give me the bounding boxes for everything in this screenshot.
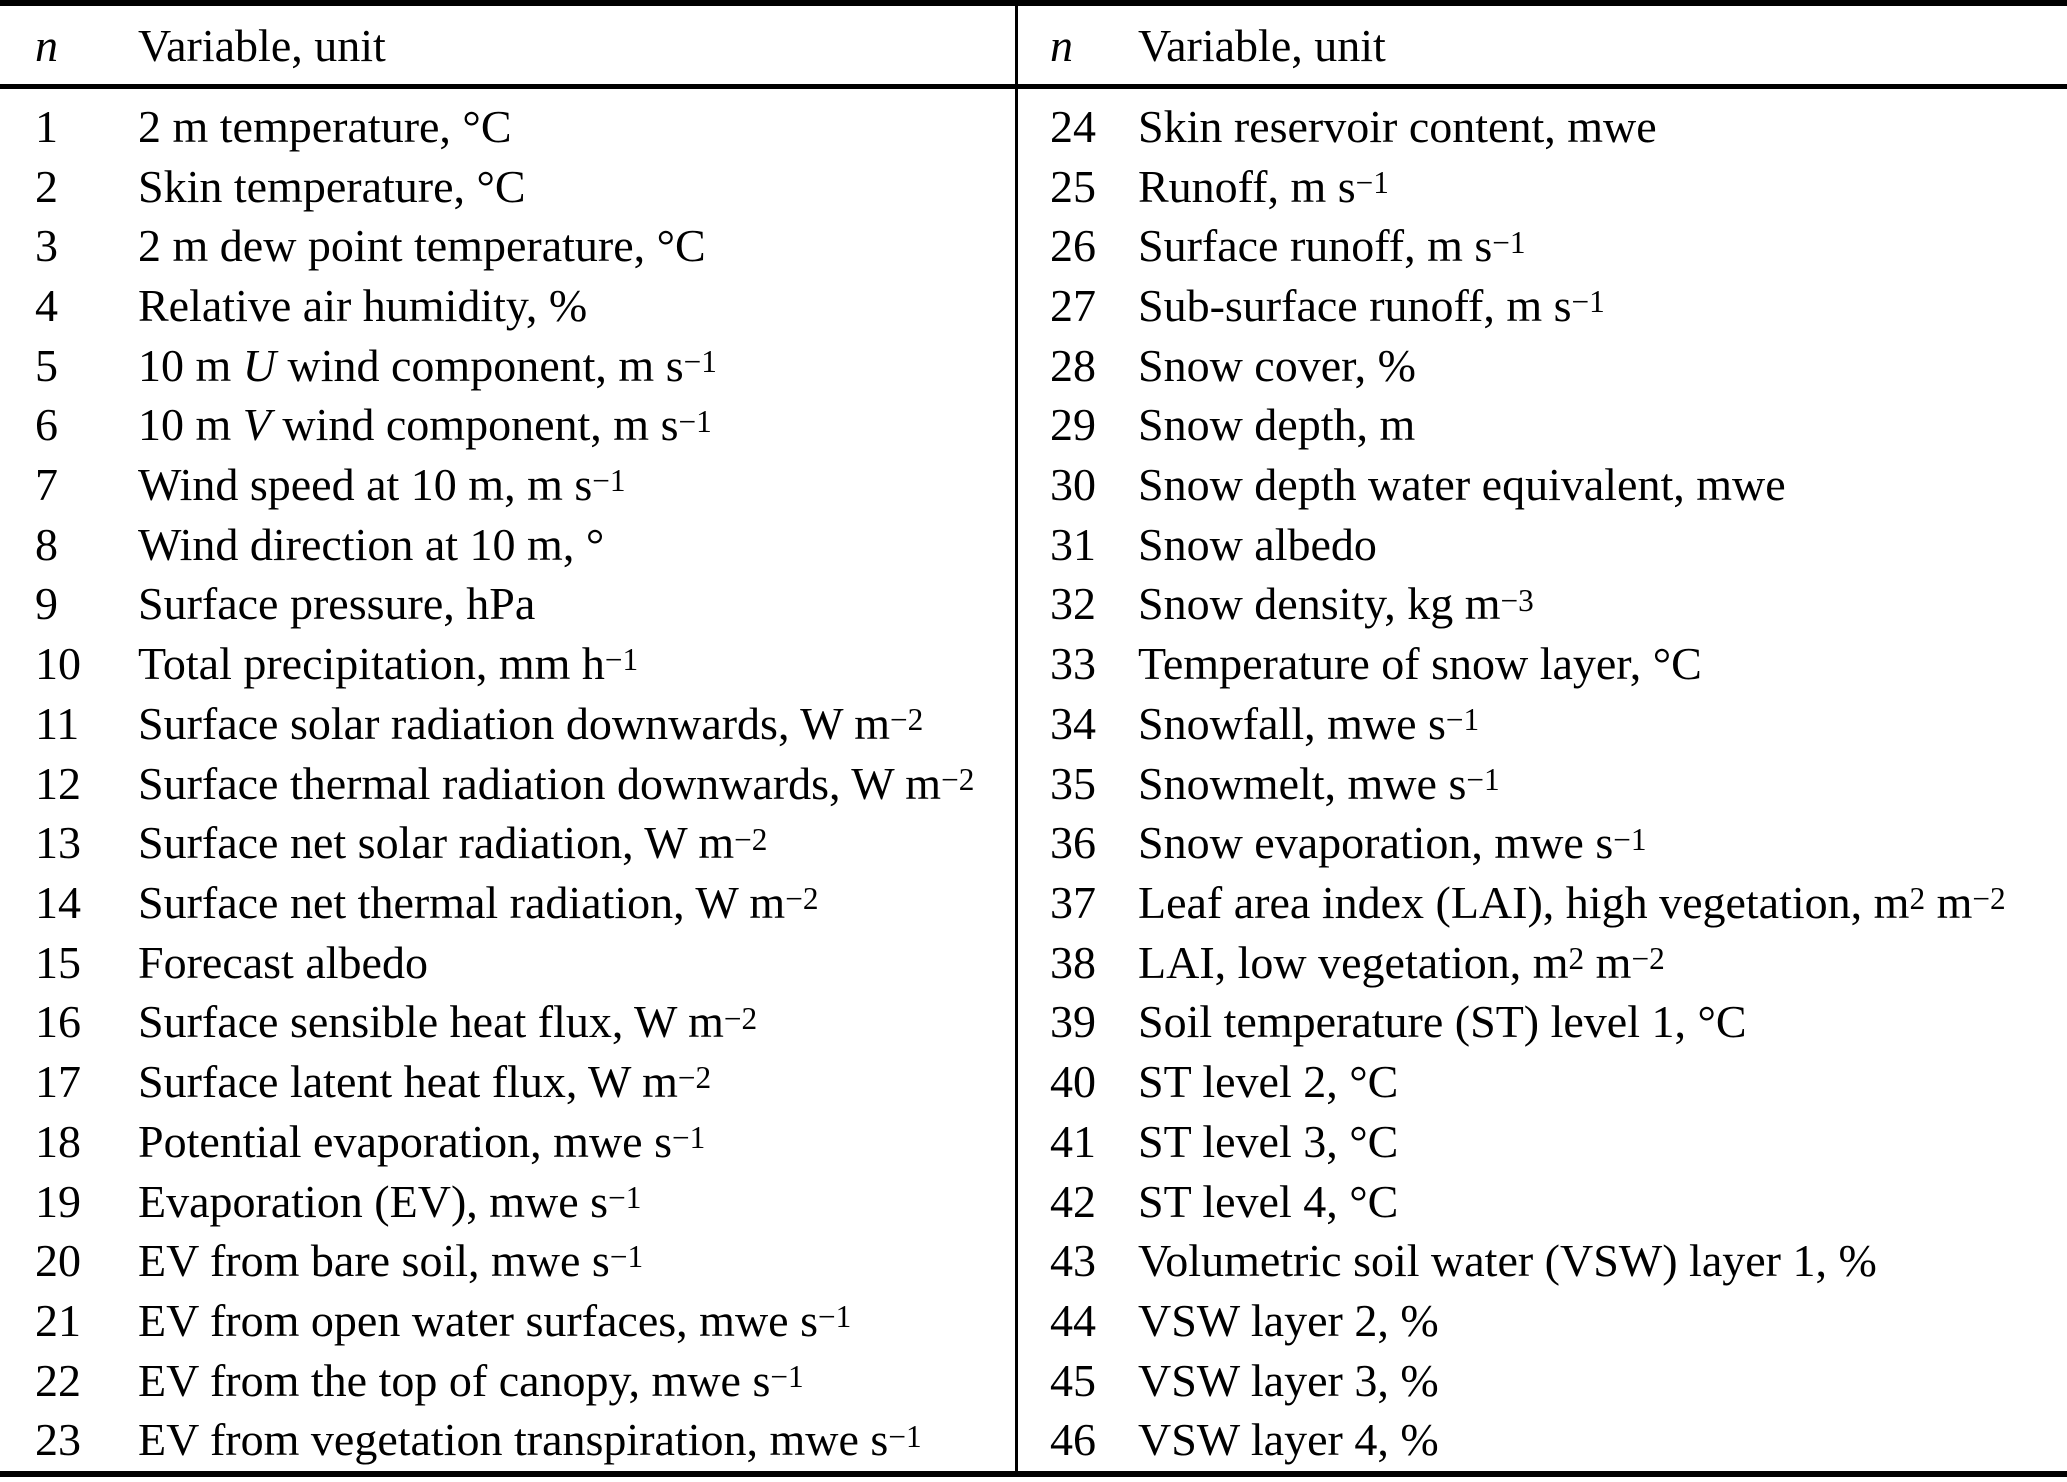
- row-variable-cell: Temperature of snow layer, °C: [1138, 638, 1702, 690]
- row-variable-cell: Surface net solar radiation, W $m^{-2}$: [138, 817, 768, 869]
- table-row: [1018, 276, 2067, 336]
- row-variable-cell: ST level 2, °C: [1138, 1056, 1399, 1108]
- table-row: [1018, 396, 2067, 456]
- table-row: [1018, 694, 2067, 754]
- row-number-cell: 33: [1050, 638, 1096, 690]
- row-number-cell: 14: [35, 876, 81, 928]
- row-variable-cell: Snow evaporation, mwe $s^{-1}$: [1138, 817, 1647, 869]
- table-row: [1018, 575, 2067, 635]
- table-row: [0, 336, 1015, 396]
- table-row: [0, 1410, 1015, 1470]
- row-number-cell: 19: [35, 1175, 81, 1227]
- table-row: [0, 575, 1015, 635]
- row-number-cell: 29: [1050, 399, 1096, 451]
- table-row: [0, 813, 1015, 873]
- header-variable-label: Variable, unit: [138, 19, 386, 71]
- row-variable-cell: 10 m U wind component, m $s^{-1}$: [138, 339, 717, 391]
- table-row: [1018, 1172, 2067, 1232]
- row-variable-cell: EV from vegetation transpiration, mwe $s^{-1}$: [138, 1414, 922, 1466]
- table-row: [0, 634, 1015, 694]
- row-number-cell: 6: [35, 399, 58, 451]
- row-variable-cell: Total precipitation, mm $h^{-1}$: [138, 638, 639, 690]
- table-header-row: [1018, 6, 2067, 84]
- table-row: [0, 873, 1015, 933]
- row-number-cell: 10: [35, 638, 81, 690]
- row-number-cell: 23: [35, 1414, 81, 1466]
- row-number-cell: 1: [35, 100, 58, 152]
- table-row: [1018, 634, 2067, 694]
- row-variable-cell: Potential evaporation, mwe $s^{-1}$: [138, 1115, 706, 1167]
- table-row: [1018, 754, 2067, 814]
- row-variable-cell: EV from open water surfaces, mwe $s^{-1}$: [138, 1294, 852, 1346]
- row-variable-cell: Forecast albedo: [138, 936, 428, 988]
- row-number-cell: 22: [35, 1354, 81, 1406]
- row-variable-cell: Surface latent heat flux, W $m^{-2}$: [138, 1056, 712, 1108]
- table-row: [1018, 993, 2067, 1053]
- row-variable-cell: Volumetric soil water (VSW) layer 1, %: [1138, 1235, 1877, 1287]
- table-body: [1018, 97, 2067, 1470]
- table-row: [1018, 216, 2067, 276]
- row-number-cell: 12: [35, 757, 81, 809]
- table-body: [0, 97, 1015, 1470]
- table-left-column: [0, 6, 1015, 1476]
- table-row: [0, 97, 1015, 157]
- table-row: [1018, 1231, 2067, 1291]
- row-number-cell: 39: [1050, 996, 1096, 1048]
- row-number-cell: 18: [35, 1115, 81, 1167]
- row-number-cell: 9: [35, 578, 58, 630]
- row-variable-cell: EV from bare soil, mwe $s^{-1}$: [138, 1235, 644, 1287]
- row-variable-cell: Surface solar radiation downwards, W $m^{-2}$: [138, 697, 924, 749]
- row-number-cell: 15: [35, 936, 81, 988]
- row-variable-cell: Snow cover, %: [1138, 339, 1416, 391]
- row-variable-cell: Evaporation (EV), mwe $s^{-1}$: [138, 1175, 642, 1227]
- row-variable-cell: Skin temperature, °C: [138, 160, 526, 212]
- row-number-cell: 4: [35, 279, 58, 331]
- row-variable-cell: Skin reservoir content, mwe: [1138, 100, 1657, 152]
- row-variable-cell: 2 m temperature, °C: [138, 100, 512, 152]
- table-row: [1018, 1052, 2067, 1112]
- header-n-label: n: [1050, 19, 1073, 71]
- table-right-column: [1018, 6, 2067, 1476]
- row-number-cell: 26: [1050, 220, 1096, 272]
- table-row: [0, 157, 1015, 217]
- row-variable-cell: VSW layer 3, %: [1138, 1354, 1439, 1406]
- row-variable-cell: Runoff, m $s^{-1}$: [1138, 160, 1389, 212]
- row-variable-cell: Relative air humidity, %: [138, 279, 588, 331]
- row-number-cell: 45: [1050, 1354, 1096, 1406]
- table-row: [1018, 1410, 2067, 1470]
- table-row: [0, 1351, 1015, 1411]
- row-variable-cell: Surface sensible heat flux, W $m^{-2}$: [138, 996, 758, 1048]
- row-variable-cell: 10 m V wind component, m $s^{-1}$: [138, 399, 712, 451]
- row-number-cell: 42: [1050, 1175, 1096, 1227]
- row-number-cell: 41: [1050, 1115, 1096, 1167]
- table-row: [0, 1112, 1015, 1172]
- row-number-cell: 25: [1050, 160, 1096, 212]
- table-row: [0, 455, 1015, 515]
- row-number-cell: 16: [35, 996, 81, 1048]
- row-variable-cell: Snow albedo: [1138, 518, 1377, 570]
- row-variable-cell: Soil temperature (ST) level 1, °C: [1138, 996, 1747, 1048]
- table-row: [1018, 1351, 2067, 1411]
- row-variable-cell: Snowfall, mwe $s^{-1}$: [1138, 697, 1480, 749]
- table-row: [1018, 933, 2067, 993]
- row-number-cell: 7: [35, 459, 58, 511]
- row-number-cell: 38: [1050, 936, 1096, 988]
- row-number-cell: 20: [35, 1235, 81, 1287]
- row-number-cell: 2: [35, 160, 58, 212]
- row-number-cell: 44: [1050, 1294, 1096, 1346]
- row-variable-cell: EV from the top of canopy, mwe $s^{-1}$: [138, 1354, 804, 1406]
- row-number-cell: 13: [35, 817, 81, 869]
- table-header-row: [0, 6, 1015, 84]
- row-variable-cell: Wind direction at 10 m, °: [138, 518, 605, 570]
- row-number-cell: 34: [1050, 697, 1096, 749]
- row-number-cell: 35: [1050, 757, 1096, 809]
- row-number-cell: 28: [1050, 339, 1096, 391]
- row-number-cell: 24: [1050, 100, 1096, 152]
- row-variable-cell: Snow depth, m: [1138, 399, 1416, 451]
- row-variable-cell: Surface runoff, m $s^{-1}$: [1138, 220, 1526, 272]
- row-number-cell: 3: [35, 220, 58, 272]
- row-variable-cell: Snow density, kg $m^{-3}$: [1138, 578, 1534, 630]
- row-number-cell: 37: [1050, 876, 1096, 928]
- table-row: [0, 933, 1015, 993]
- row-number-cell: 17: [35, 1056, 81, 1108]
- table-row: [0, 515, 1015, 575]
- table-row: [0, 1231, 1015, 1291]
- table-row: [0, 993, 1015, 1053]
- row-number-cell: 8: [35, 518, 58, 570]
- row-number-cell: 46: [1050, 1414, 1096, 1466]
- row-variable-cell: ST level 3, °C: [1138, 1115, 1399, 1167]
- row-variable-cell: VSW layer 2, %: [1138, 1294, 1439, 1346]
- row-number-cell: 36: [1050, 817, 1096, 869]
- table-row: [0, 1291, 1015, 1351]
- row-variable-cell: 2 m dew point temperature, °C: [138, 220, 706, 272]
- row-variable-cell: VSW layer 4, %: [1138, 1414, 1439, 1466]
- table-row: [1018, 1291, 2067, 1351]
- row-variable-cell: Snowmelt, mwe $s^{-1}$: [1138, 757, 1500, 809]
- table-row: [1018, 97, 2067, 157]
- table-row: [0, 396, 1015, 456]
- row-variable-cell: Wind speed at 10 m, m $s^{-1}$: [138, 459, 626, 511]
- row-variable-cell: Snow depth water equivalent, mwe: [1138, 459, 1786, 511]
- row-variable-cell: Surface thermal radiation downwards, W $m^{-2}$: [138, 757, 975, 809]
- row-variable-cell: Sub-surface runoff, m $s^{-1}$: [1138, 279, 1605, 331]
- table-row: [0, 1172, 1015, 1232]
- table-row: [0, 216, 1015, 276]
- table-row: [1018, 515, 2067, 575]
- row-number-cell: 5: [35, 339, 58, 391]
- header-variable-label: Variable, unit: [1138, 19, 1386, 71]
- row-number-cell: 30: [1050, 459, 1096, 511]
- table-row: [0, 1052, 1015, 1112]
- row-number-cell: 32: [1050, 578, 1096, 630]
- row-number-cell: 21: [35, 1294, 81, 1346]
- table-row: [0, 754, 1015, 814]
- table-row: [0, 276, 1015, 336]
- row-variable-cell: Leaf area index (LAI), high vegetation, $m^2$ $m^{-2}$: [1138, 876, 2006, 928]
- table-row: [1018, 336, 2067, 396]
- table-row: [1018, 1112, 2067, 1172]
- table-row: [1018, 873, 2067, 933]
- row-number-cell: 31: [1050, 518, 1096, 570]
- row-variable-cell: Surface net thermal radiation, W $m^{-2}$: [138, 876, 819, 928]
- row-variable-cell: Surface pressure, hPa: [138, 578, 536, 630]
- row-number-cell: 43: [1050, 1235, 1096, 1287]
- row-number-cell: 40: [1050, 1056, 1096, 1108]
- table-row: [1018, 813, 2067, 873]
- row-number-cell: 27: [1050, 279, 1096, 331]
- header-n-label: n: [35, 19, 58, 71]
- row-number-cell: 11: [35, 697, 80, 749]
- table-row: [1018, 157, 2067, 217]
- row-variable-cell: ST level 4, °C: [1138, 1175, 1399, 1227]
- row-variable-cell: LAI, low vegetation, $m^2$ $m^{-2}$: [1138, 936, 1665, 988]
- table-row: [0, 694, 1015, 754]
- table-row: [1018, 455, 2067, 515]
